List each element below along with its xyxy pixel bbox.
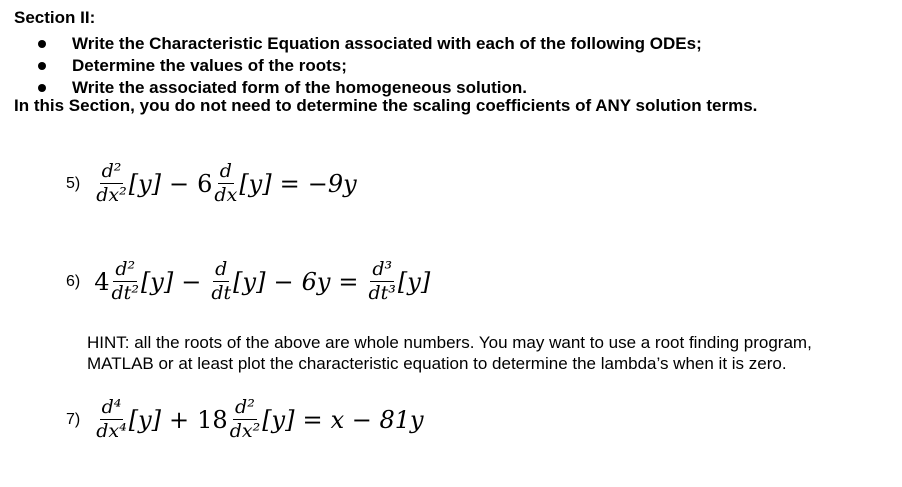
right-hand-side: x − 81y [330,405,424,434]
instruction-item [38,33,702,55]
y-bracket: [y] [397,267,431,296]
y-bracket: [y] [233,267,266,296]
coefficient: 18 [197,405,228,434]
fraction-denominator: dx⁴ [96,420,127,442]
fraction-numerator: d⁴ [101,396,122,418]
minus-sign: − [273,267,294,296]
fraction-denominator: dx² [96,184,127,206]
second-derivative-operator [112,260,139,303]
equals-sign: = [279,169,300,198]
hint-line: MATLAB or at least plot the characteristic equation to determine the lambda’s when it is zero. [87,354,787,373]
fraction-denominator: dt [211,282,232,304]
y-bracket: [y] [128,405,162,434]
equals-sign: = [302,405,323,434]
equals-sign: = [338,267,359,296]
problem-7-equation [66,398,424,441]
second-derivative-operator [96,162,127,205]
instruction-list [38,33,702,99]
fraction-denominator: dt² [111,282,139,304]
section-title: Section II: [14,8,96,27]
fraction-numerator: d [215,258,228,280]
fraction-numerator: d² [115,258,136,280]
instruction-text: Determine the values of the roots; [72,56,347,75]
problem-number: 7) [66,410,81,428]
right-hand-side: −9y [307,169,357,198]
minus-sign: − [169,169,190,198]
first-derivative-operator [211,260,231,303]
minus-sign: − [181,267,202,296]
y-bracket: [y] [262,405,295,434]
bullet-icon [38,84,46,92]
coefficient: 4 [94,267,110,296]
fraction-numerator: d³ [372,258,393,280]
problem-6-equation [66,260,430,303]
problem-number: 6) [66,272,81,290]
y-bracket: [y] [140,267,174,296]
instruction-item [38,55,702,77]
fraction-numerator: d [219,160,232,182]
coefficient: 6 [197,169,213,198]
fraction-denominator: dx [214,184,238,206]
problem-number: 5) [66,174,81,192]
fraction-numerator: d² [235,396,255,418]
fraction-numerator: d² [101,160,122,182]
third-derivative-operator [369,260,396,303]
hint-line: HINT: all the roots of the above are whole numbers. You may want to use a root finding program, [87,333,812,352]
hint-text [87,332,812,374]
y-bracket: [y] [128,169,162,198]
problem-5-equation [66,162,357,205]
bullet-icon [38,62,46,70]
fourth-derivative-operator [96,398,127,441]
bullet-icon [38,40,46,48]
y-bracket: [y] [239,169,272,198]
fraction-denominator: dt³ [368,282,396,304]
first-derivative-operator [214,162,237,205]
plus-sign: + [169,405,190,434]
second-derivative-operator [230,398,261,441]
linear-term: 6y [301,267,331,296]
section-note: In this Section, you do not need to determine the scaling coefficients of ANY solution terms. [14,96,758,115]
instruction-text: Write the associated form of the homogeneous solution. [72,78,527,97]
fraction-denominator: dx² [229,420,261,442]
instruction-text: Write the Characteristic Equation associated with each of the following ODEs; [72,34,702,53]
